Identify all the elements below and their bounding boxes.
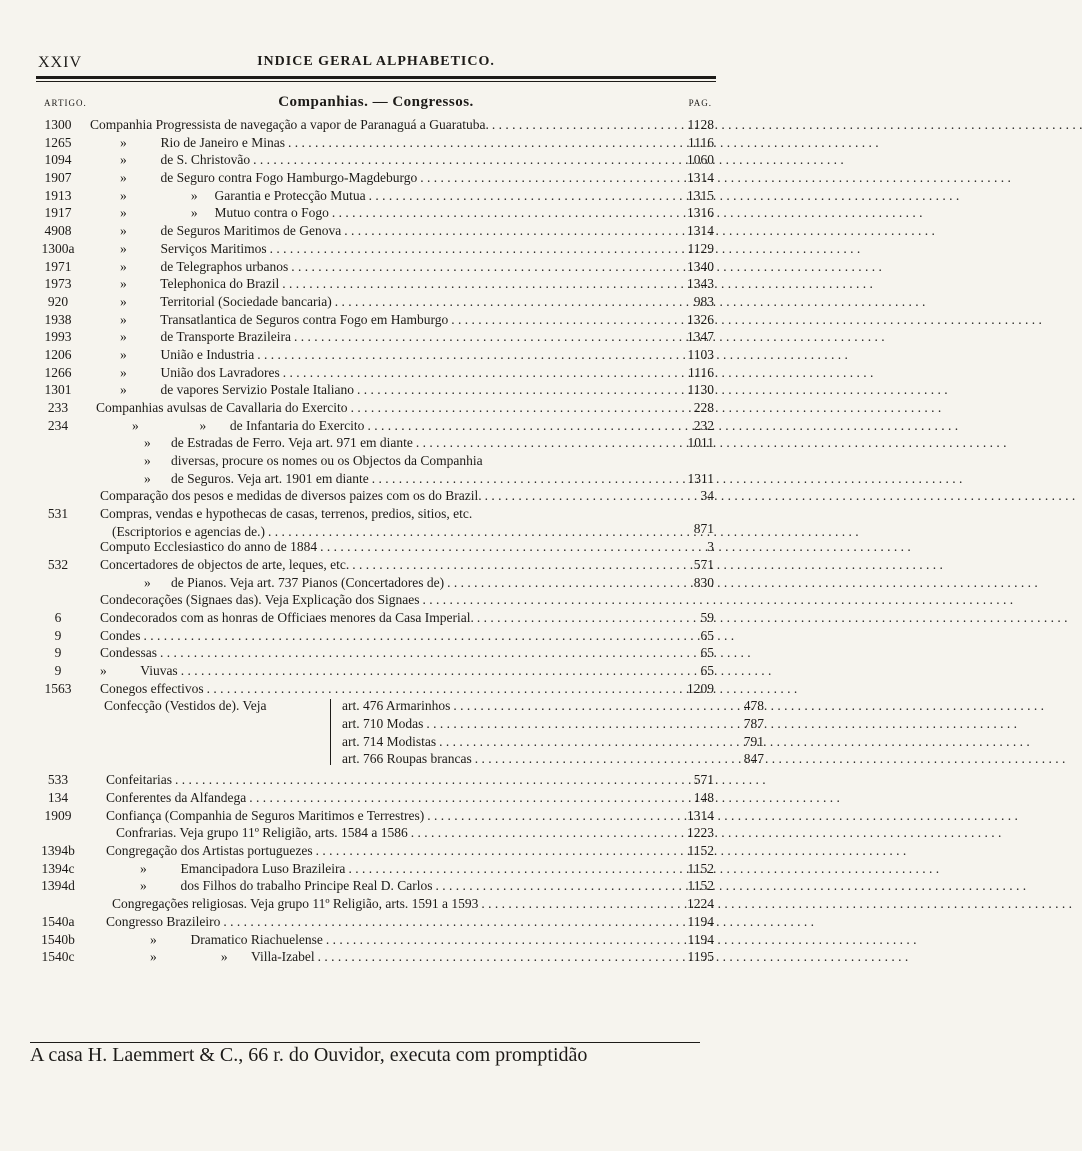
page-reference: 1103	[687, 346, 714, 362]
entry-text-line: » Dramatico Riachuelense	[150, 931, 323, 947]
page-reference: 232	[693, 417, 714, 433]
index-entry	[36, 860, 716, 878]
entry-text-line: Companhia Progressista de navegação a vapor de Paranaguá a Guaratuba.	[90, 117, 489, 132]
article-number: 1206	[44, 346, 72, 362]
index-entry	[36, 807, 716, 825]
index-entry	[36, 434, 716, 452]
page-reference: 1194	[687, 931, 714, 947]
leader-dots	[369, 470, 963, 488]
page-reference: 1314	[687, 223, 714, 239]
entry-text	[150, 931, 668, 949]
entry-text	[90, 116, 668, 134]
article-column-header: ARTIGO.	[44, 98, 87, 108]
leader-dots	[317, 538, 911, 556]
index-entry	[36, 505, 716, 538]
entry-text	[100, 505, 668, 540]
page-reference: 1128	[687, 117, 714, 132]
index-entry	[36, 591, 716, 609]
index-entry	[36, 275, 716, 293]
article-number: 6	[54, 609, 62, 625]
entry-text-line: Congregações religiosas. Veja grupo 11º Religião, arts. 1591 a 1593	[112, 896, 479, 912]
article-number: 9	[54, 662, 62, 678]
leader-dots	[417, 169, 1011, 187]
leader-dots	[448, 311, 1042, 329]
entry-text-line: » dos Filhos do trabalho Principe Real D. Carlos	[140, 878, 433, 894]
leader-dots	[254, 346, 848, 364]
entry-text-line: » Serviços Maritimos	[120, 240, 267, 256]
leader-dots	[313, 842, 907, 860]
page-reference: 148	[693, 790, 714, 805]
index-entry	[36, 538, 716, 556]
header-rule-thick	[36, 76, 716, 79]
leader-dots	[288, 258, 882, 276]
index-entries	[36, 116, 716, 697]
entry-text	[106, 789, 668, 807]
entry-text	[96, 399, 668, 417]
entry-text	[120, 275, 668, 293]
page-reference: 1224	[687, 896, 714, 912]
confeccao-reference	[342, 697, 668, 715]
entry-text-line: » de Seguro contra Fogo Hamburgo-Magdeburgo	[120, 170, 418, 186]
page-reference: 571	[693, 772, 714, 788]
article-number: 532	[47, 556, 69, 572]
article-number: 1540c	[41, 949, 75, 965]
page-reference: 847	[743, 751, 764, 767]
entry-text	[144, 574, 668, 592]
entry-text	[106, 913, 668, 931]
confeccao-pages	[720, 697, 764, 768]
article-number: 1563	[44, 680, 72, 696]
leader-dots	[474, 609, 1068, 627]
index-entry	[36, 222, 716, 240]
entry-text	[100, 680, 668, 698]
page-reference: 1129	[687, 240, 714, 256]
index-entry	[36, 931, 716, 949]
entry-text	[132, 417, 668, 435]
entry-text	[120, 204, 668, 222]
leader-dots	[250, 151, 844, 169]
index-entry	[36, 399, 716, 417]
index-entry	[36, 346, 716, 364]
entry-text-line: Condecorações (Signaes das). Veja Explicação dos Signaes	[100, 592, 420, 608]
page-reference: 1223	[687, 825, 714, 841]
entry-text-line: Conegos effectivos	[100, 680, 204, 696]
page-reference: 59	[700, 609, 714, 625]
index-entry	[36, 644, 716, 662]
leader-dots	[349, 556, 943, 574]
article-number: 533	[47, 772, 69, 788]
leader-dots	[348, 399, 942, 417]
entry-text-line: Confrarias. Veja grupo 11º Religião, arts. 1584 a 1586	[116, 825, 408, 841]
page-reference: 228	[693, 400, 714, 415]
article-number: 1265	[44, 134, 72, 150]
section-heading: Companhias. — Congressos.	[278, 94, 474, 110]
article-number: 1394b	[41, 843, 75, 859]
index-entry	[36, 609, 716, 627]
article-number: 134	[47, 790, 69, 805]
entry-text-line: » » Villa-Izabel	[150, 949, 315, 965]
article-number: 1913	[44, 187, 72, 203]
page-number: XXIV	[38, 54, 82, 71]
entry-text	[144, 452, 668, 470]
entry-text-line: » de Seguros. Veja art. 1901 em diante	[144, 470, 369, 486]
entry-text-line: » de Telegraphos urbanos	[120, 258, 289, 274]
leader-dots	[157, 644, 751, 662]
leader-dots	[432, 877, 1026, 895]
entry-text	[100, 591, 668, 609]
page-reference: 830	[693, 574, 714, 590]
article-number: 1394c	[41, 860, 75, 876]
page-reference: 1347	[687, 329, 714, 345]
entry-text	[120, 222, 668, 240]
page-reference: 65	[700, 662, 714, 678]
page-reference: 571	[693, 556, 714, 572]
entry-text-line: » de Pianos. Veja art. 737 Pianos (Concertadores de)	[144, 574, 445, 590]
confeccao-label: Confecção (Vestidos de). Veja	[104, 698, 267, 714]
index-entry	[36, 169, 716, 187]
leader-dots	[279, 275, 873, 293]
entry-text	[120, 381, 668, 399]
article-number: 1540b	[41, 931, 75, 947]
index-entry	[36, 381, 716, 399]
confeccao-entry	[36, 697, 764, 769]
entry-text-line: Confeitarias	[106, 772, 172, 788]
entry-text	[112, 895, 668, 913]
entry-text	[120, 364, 668, 382]
index-entry	[36, 662, 716, 680]
page-reference: 3	[707, 539, 714, 555]
index-entries-continued	[36, 771, 716, 966]
page-reference: 1011	[687, 435, 714, 451]
entry-text	[106, 842, 668, 860]
entry-text	[100, 644, 668, 662]
article-number: 1973	[44, 276, 72, 292]
entry-text	[120, 346, 668, 364]
index-entry	[36, 240, 716, 258]
leader-dots	[323, 931, 917, 949]
confeccao-reference	[342, 750, 668, 768]
page-reference: 1195	[687, 949, 714, 965]
entry-text-line: » de vapores Servizio Postale Italiano	[120, 382, 354, 398]
page-reference: 1194	[687, 913, 714, 929]
page-reference: 791	[743, 733, 764, 749]
reference-text: art. 710 Modas	[342, 716, 424, 731]
article-number: 1993	[44, 329, 72, 345]
page-reference: 1316	[687, 205, 714, 221]
index-entry	[36, 877, 716, 895]
article-number: 1938	[44, 311, 72, 327]
entry-text	[100, 627, 668, 645]
entry-text-line: » Telephonica do Brazil	[120, 276, 280, 292]
page-reference: 65	[700, 627, 714, 643]
article-number: 1907	[44, 170, 72, 186]
leader-dots	[489, 116, 1082, 134]
page-reference: 1130	[687, 382, 714, 398]
article-number: 531	[47, 506, 69, 522]
index-entry	[36, 151, 716, 169]
footer-rule	[30, 1042, 700, 1043]
entry-text-line: Congresso Brazileiro	[106, 913, 221, 929]
page-reference: 871	[693, 521, 714, 537]
page-reference: 1326	[687, 311, 714, 327]
index-entry	[36, 948, 716, 966]
page-reference: 1209	[687, 680, 714, 696]
entry-text	[120, 311, 668, 329]
brace-bracket	[330, 699, 337, 765]
entry-text-line: » Rio de Janeiro e Minas	[120, 134, 285, 150]
page-reference: 34	[700, 488, 714, 504]
entry-text-line: » de Seguros Maritimos de Genova	[120, 223, 342, 239]
entry-text	[120, 240, 668, 258]
leader-dots	[345, 860, 939, 878]
confeccao-references	[342, 697, 668, 768]
entry-text-line: » » Garantia e Protecção Mutua	[120, 187, 366, 203]
entry-text	[120, 187, 668, 205]
leader-dots	[366, 187, 960, 205]
entry-text-line: Condessas	[100, 645, 157, 661]
entry-text	[144, 434, 668, 452]
index-entry	[36, 417, 716, 435]
index-entry	[36, 311, 716, 329]
index-entry	[36, 293, 716, 311]
column-headers	[36, 94, 716, 114]
entry-text-line: Confiança (Companhia de Seguros Maritimos e Terrestres)	[106, 807, 425, 823]
advertisement-footer: A casa H. Laemmert & C., 66 r. do Ouvidor, executa com promptidão	[30, 1044, 588, 1066]
running-header	[36, 48, 716, 74]
leader-dots	[354, 381, 948, 399]
entry-text-line: » » Mutuo contra o Fogo	[120, 205, 329, 221]
leader-dots	[220, 913, 814, 931]
entry-text-line: Conferentes da Alfandega	[106, 790, 247, 805]
entry-text-line: Compras, vendas e hypothecas de casas, terrenos, predios, sitios, etc.	[100, 506, 473, 522]
index-entry	[36, 574, 716, 592]
article-number: 1266	[44, 364, 72, 380]
leader-dots	[315, 948, 909, 966]
page-title: INDICE GERAL ALPHABETICO.	[257, 54, 495, 69]
leader-dots	[472, 750, 1066, 768]
article-number: 1300a	[41, 240, 75, 256]
index-entry	[36, 452, 716, 470]
entry-text-line: » União dos Lavradores	[120, 364, 280, 380]
entry-text	[100, 609, 668, 627]
page-reference: 1152	[687, 860, 714, 876]
article-number: 1909	[44, 807, 72, 823]
page-reference: 1116	[688, 134, 714, 150]
leader-dots	[420, 591, 1014, 609]
index-entry	[36, 680, 716, 698]
entry-text-line: Comparação dos pesos e medidas de diversos paizes com os do Brazil.	[100, 488, 482, 504]
entry-text	[120, 258, 668, 276]
article-number: 9	[54, 627, 62, 643]
reference-text: art. 714 Modistas	[342, 733, 437, 749]
article-number: 1300	[44, 117, 72, 132]
reference-text: art. 476 Armarinhos	[342, 698, 451, 714]
entry-text	[150, 948, 668, 966]
index-entry	[36, 842, 716, 860]
index-entry	[36, 824, 716, 842]
leader-dots	[291, 328, 885, 346]
page-reference: 65	[700, 645, 714, 661]
entry-text	[100, 662, 668, 680]
entry-text	[120, 134, 668, 152]
index-entry	[36, 556, 716, 574]
page-reference: 478	[743, 698, 764, 714]
page-reference: 1152	[687, 878, 714, 894]
article-number: 233	[47, 400, 69, 415]
leader-dots	[482, 487, 1076, 505]
article-number: 4908	[44, 223, 72, 239]
article-number: 1971	[44, 258, 72, 274]
page-reference: 1060	[687, 152, 714, 168]
article-number: 1301	[44, 382, 72, 398]
entry-text-line: (Escriptorios e agencias de.)	[112, 523, 265, 539]
entry-text	[120, 151, 668, 169]
entry-text-line: » de S. Christovão	[120, 152, 251, 168]
index-page	[36, 48, 764, 966]
page-reference: 1314	[687, 807, 714, 823]
index-entry	[36, 487, 716, 505]
entry-text	[120, 293, 668, 311]
entry-text-line: » Transatlantica de Seguros contra Fogo em Hamburgo	[120, 311, 449, 327]
leader-dots	[329, 204, 923, 222]
entry-text	[144, 470, 668, 488]
entry-text-line: Condecorados com as honras de Officiaes menores da Casa Imperial.	[100, 609, 474, 625]
index-entry	[36, 771, 716, 789]
leader-dots	[332, 293, 926, 311]
page-column-header: PAG.	[688, 98, 712, 108]
entry-text	[140, 860, 668, 878]
index-entry	[36, 627, 716, 645]
index-entry	[36, 789, 716, 807]
leader-dots	[267, 240, 861, 258]
index-entry	[36, 116, 716, 134]
page-reference: 1315	[687, 187, 714, 203]
entry-text-line: » União e Industria	[120, 346, 255, 362]
index-entry	[36, 895, 716, 913]
article-number: 1394d	[41, 878, 75, 894]
entry-text-line: Concertadores de objectos de arte, leques, etc.	[100, 556, 350, 572]
page-reference: 1343	[687, 276, 714, 292]
article-number: 920	[47, 293, 69, 309]
leader-dots	[246, 789, 840, 807]
confeccao-reference	[342, 715, 668, 733]
article-number: 1540a	[41, 913, 75, 929]
leader-dots	[285, 134, 879, 152]
entry-text	[100, 556, 668, 574]
entry-text-line: Companhias avulsas de Cavallaria do Exercito	[96, 400, 348, 415]
entry-text	[100, 487, 668, 505]
leader-dots	[141, 627, 735, 645]
page-reference: 1311	[687, 470, 714, 486]
reference-text: art. 766 Roupas brancas	[342, 751, 472, 767]
leader-dots	[364, 417, 958, 435]
index-entry	[36, 204, 716, 222]
page-reference: 983	[693, 293, 714, 309]
entry-text	[140, 877, 668, 895]
page-reference: 1116	[688, 364, 714, 380]
page-reference: 1314	[687, 170, 714, 186]
article-number: 9	[54, 645, 62, 661]
leader-dots	[444, 574, 1038, 592]
leader-dots	[478, 895, 1072, 913]
entry-text-line: » de Estradas de Ferro. Veja art. 971 em diante	[144, 435, 413, 451]
entry-text-line: » diversas, procure os nomes ou os Objectos da Companhia	[144, 453, 483, 469]
entry-text	[116, 824, 668, 842]
entry-text-line: Congregação dos Artistas portuguezes	[106, 843, 313, 859]
entry-text-line: » » de Infantaria do Exercito	[132, 417, 365, 433]
page-reference: 1340	[687, 258, 714, 274]
entry-text-line: Computo Ecclesiastico do anno de 1884	[100, 539, 318, 555]
index-entry	[36, 258, 716, 276]
leader-dots	[341, 222, 935, 240]
entry-text	[106, 771, 668, 789]
leader-dots	[424, 807, 1018, 825]
entry-text-line: » Viuvas	[100, 662, 178, 678]
confeccao-reference	[342, 733, 668, 751]
index-entry	[36, 470, 716, 488]
entry-text	[106, 807, 668, 825]
page-reference: 1152	[687, 843, 714, 859]
header-rule-thin	[36, 81, 716, 82]
article-number: 1094	[44, 152, 72, 168]
entry-text-line: » Emancipadora Luso Brazileira	[140, 860, 346, 876]
entry-text	[100, 538, 668, 556]
index-entry	[36, 913, 716, 931]
article-number: 1917	[44, 205, 72, 221]
page-reference: 787	[743, 716, 764, 731]
article-number: 234	[47, 417, 69, 433]
entry-text	[120, 169, 668, 187]
index-entry	[36, 328, 716, 346]
entry-text	[120, 328, 668, 346]
entry-text-line: Condes	[100, 627, 141, 643]
index-entry	[36, 134, 716, 152]
index-entry	[36, 364, 716, 382]
entry-text-line: » de Transporte Brazileira	[120, 329, 291, 345]
leader-dots	[280, 364, 874, 382]
index-entry	[36, 187, 716, 205]
entry-text-line: » Territorial (Sociedade bancaria)	[120, 293, 332, 309]
